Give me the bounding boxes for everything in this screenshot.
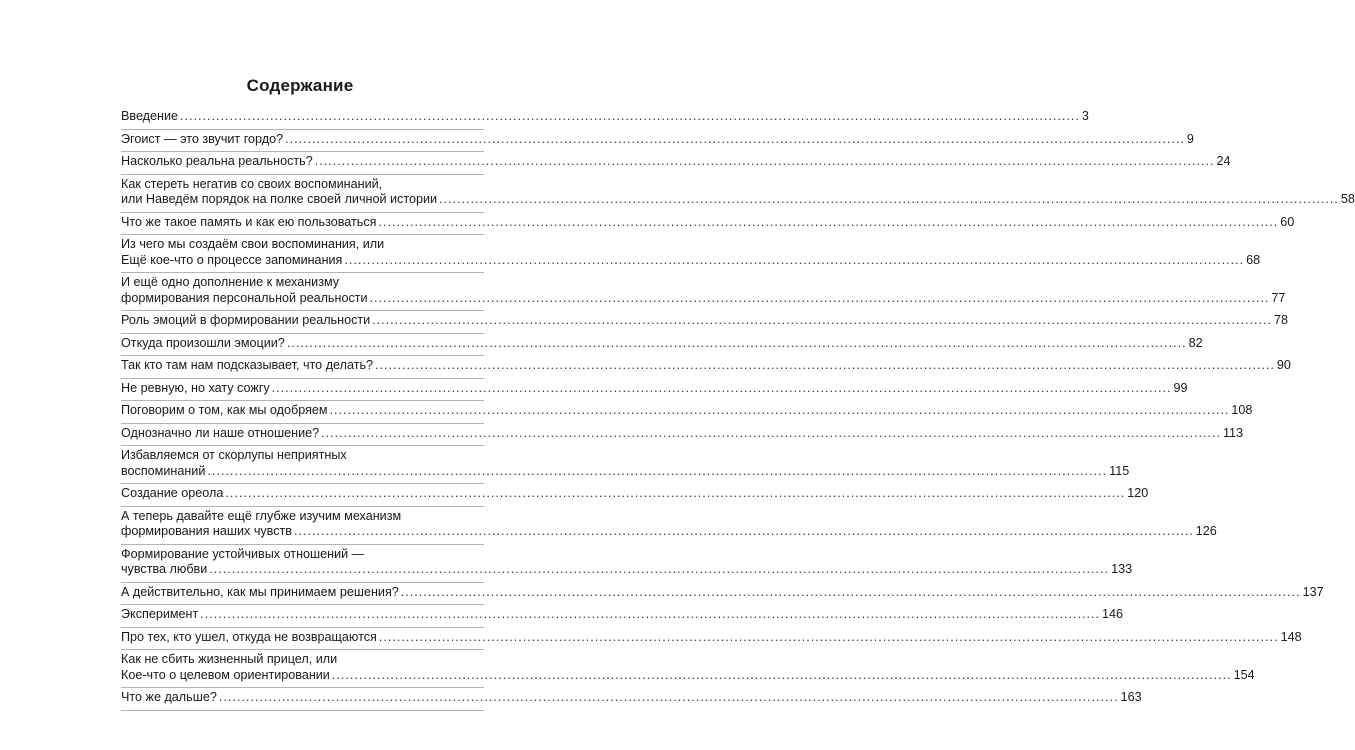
dot-leader: ........................................................................................................................................................................................................ (329, 403, 1230, 417)
toc-entry (121, 175, 1355, 213)
dot-leader: ........................................................................................................................................................................................................ (314, 154, 1215, 168)
toc-entry-title-line: И ещё одно дополнение к механизму (121, 275, 340, 289)
toc-entry (121, 605, 1124, 628)
toc-page-number: 78 (1273, 313, 1288, 327)
toc-entry-title-line: Эксперимент (121, 607, 199, 621)
toc-page-number: 137 (1302, 584, 1324, 599)
toc-page-number: 133 (1111, 562, 1133, 576)
toc-entry (121, 379, 1188, 402)
dot-leader: ........................................................................................................................................................................................................ (294, 524, 1194, 538)
toc-entry-title-line: Откуда произошли эмоции? (121, 335, 285, 350)
toc-entry (121, 424, 1244, 447)
toc-entry-title-line: Введение (121, 109, 179, 123)
toc-entry (121, 507, 1217, 545)
dot-leader: ........................................................................................................................................................................................................ (200, 607, 1101, 621)
toc-entry-title-line: Поговорим о том, как мы одобряем (121, 403, 328, 417)
toc-page-number: 113 (1222, 425, 1244, 440)
toc-title: Содержание (246, 76, 354, 95)
toc-entry-title-line: Кое-что о целевом ориентировании (121, 667, 330, 682)
dot-leader: ........................................................................................................................................................................................................ (271, 380, 1172, 395)
toc-entry-title-line: Формирование устойчивых отношений — (121, 546, 365, 561)
toc-page-number: 120 (1127, 486, 1149, 500)
toc-page-number: 115 (1109, 463, 1130, 478)
toc-entry-title-line: Из чего мы создаём свои воспоминания, или (121, 237, 385, 251)
dot-leader: ........................................................................................................................................................................................................ (372, 313, 1272, 327)
toc-page-number: 60 (1280, 214, 1295, 229)
toc-entry-title-line: Эгоист — это звучит гордо? (121, 131, 284, 146)
toc-page-number: 9 (1186, 131, 1194, 146)
toc-entry-title-line: Роль эмоций в формировании реальности (121, 313, 371, 327)
toc-entry (121, 273, 1286, 311)
dot-leader: ........................................................................................................................................................................................................ (286, 335, 1187, 350)
toc-entry (121, 213, 1295, 236)
dot-leader: ........................................................................................................................................................................................................ (439, 192, 1339, 206)
toc-entry (121, 401, 1253, 424)
toc-entry (121, 628, 1302, 651)
toc-entry-title-line: чувства любви (121, 562, 208, 576)
toc-entry-title-line: Так кто там нам подсказывает, что делать? (121, 358, 374, 372)
toc-entry (121, 235, 1261, 273)
dot-leader: ........................................................................................................................................................................................................ (378, 629, 1279, 644)
dot-leader: ........................................................................................................................................................................................................ (207, 463, 1108, 478)
dot-leader: ........................................................................................................................................................................................................ (378, 214, 1279, 229)
dot-leader: ........................................................................................................................................................................................................ (225, 486, 1126, 500)
toc-entry (121, 152, 1231, 175)
dot-leader: ........................................................................................................................................................................................................ (369, 290, 1270, 305)
toc-entry-title-line: формирования персональной реальности (121, 290, 368, 305)
toc-page-number: 108 (1231, 403, 1253, 417)
toc-entry-title-line: Как не сбить жизненный прицел, или (121, 652, 338, 666)
toc-entry (121, 688, 1142, 711)
toc-entry (121, 130, 1194, 153)
toc-entry-title-line: или Наведём порядок на полке своей личной истории (121, 192, 438, 206)
toc-entry (121, 107, 1089, 130)
dot-leader: ........................................................................................................................................................................................................ (331, 667, 1232, 682)
toc-entry (121, 545, 1133, 583)
toc-entry-title-line: Как стереть негатив со своих воспоминаний, (121, 176, 383, 191)
toc-entry-title-line: Что же такое память и как ею пользоваться (121, 214, 377, 229)
toc-entry-title-line: А действительно, как мы принимаем решения? (121, 584, 399, 599)
toc-page-number: 99 (1173, 380, 1188, 395)
dot-leader: ........................................................................................................................................................................................................ (180, 109, 1080, 123)
toc-entry (121, 583, 1324, 606)
toc-page-number: 146 (1102, 607, 1124, 621)
toc-page-number: 148 (1280, 629, 1302, 644)
toc-page-number: 82 (1188, 335, 1203, 350)
toc-entry-title-line: воспоминаний (121, 463, 206, 478)
toc-entry-title-line: Что же дальше? (121, 690, 217, 704)
toc-page-number: 126 (1195, 524, 1217, 538)
table-of-contents (121, 107, 1355, 711)
toc-entry-title-line: Про тех, кто ушел, откуда не возвращаются (121, 629, 377, 644)
dot-leader: ........................................................................................................................................................................................................ (218, 690, 1119, 704)
dot-leader: ........................................................................................................................................................................................................ (375, 358, 1275, 372)
dot-leader: ........................................................................................................................................................................................................ (285, 131, 1185, 146)
toc-entry (121, 334, 1203, 357)
toc-page-number: 24 (1216, 154, 1231, 168)
toc-entry-title-line: Ещё кое-что о процессе запоминания (121, 252, 343, 267)
toc-page-number: 68 (1246, 252, 1261, 267)
toc-entry-title-line: Избавляемся от скорлупы неприятных (121, 448, 347, 462)
dot-leader: ........................................................................................................................................................................................................ (321, 425, 1221, 440)
toc-page-number: 163 (1120, 690, 1142, 704)
toc-page-number: 154 (1233, 667, 1255, 682)
toc-entry-title-line: формирования наших чувств (121, 524, 292, 538)
toc-page-number: 3 (1081, 109, 1089, 123)
toc-entry-title-line: Однозначно ли наше отношение? (121, 425, 320, 440)
toc-entry-title-line: А теперь давайте ещё глубже изучим механизм (121, 508, 402, 523)
toc-page-number: 90 (1276, 358, 1291, 372)
dot-leader: ........................................................................................................................................................................................................ (400, 584, 1301, 599)
dot-leader: ........................................................................................................................................................................................................ (209, 562, 1110, 576)
dot-leader: ........................................................................................................................................................................................................ (344, 252, 1245, 267)
toc-entry (121, 484, 1149, 507)
toc-entry (121, 650, 1255, 688)
toc-entry-title-line: Не ревную, но хату сожгу (121, 380, 270, 395)
toc-page-number: 77 (1271, 290, 1286, 305)
toc-entry-title-line: Создание ореола (121, 486, 224, 500)
toc-entry (121, 311, 1288, 334)
toc-page-number: 58 (1340, 192, 1355, 206)
toc-entry (121, 446, 1130, 484)
toc-entry-title-line: Насколько реальна реальность? (121, 154, 313, 168)
toc-entry (121, 356, 1291, 379)
